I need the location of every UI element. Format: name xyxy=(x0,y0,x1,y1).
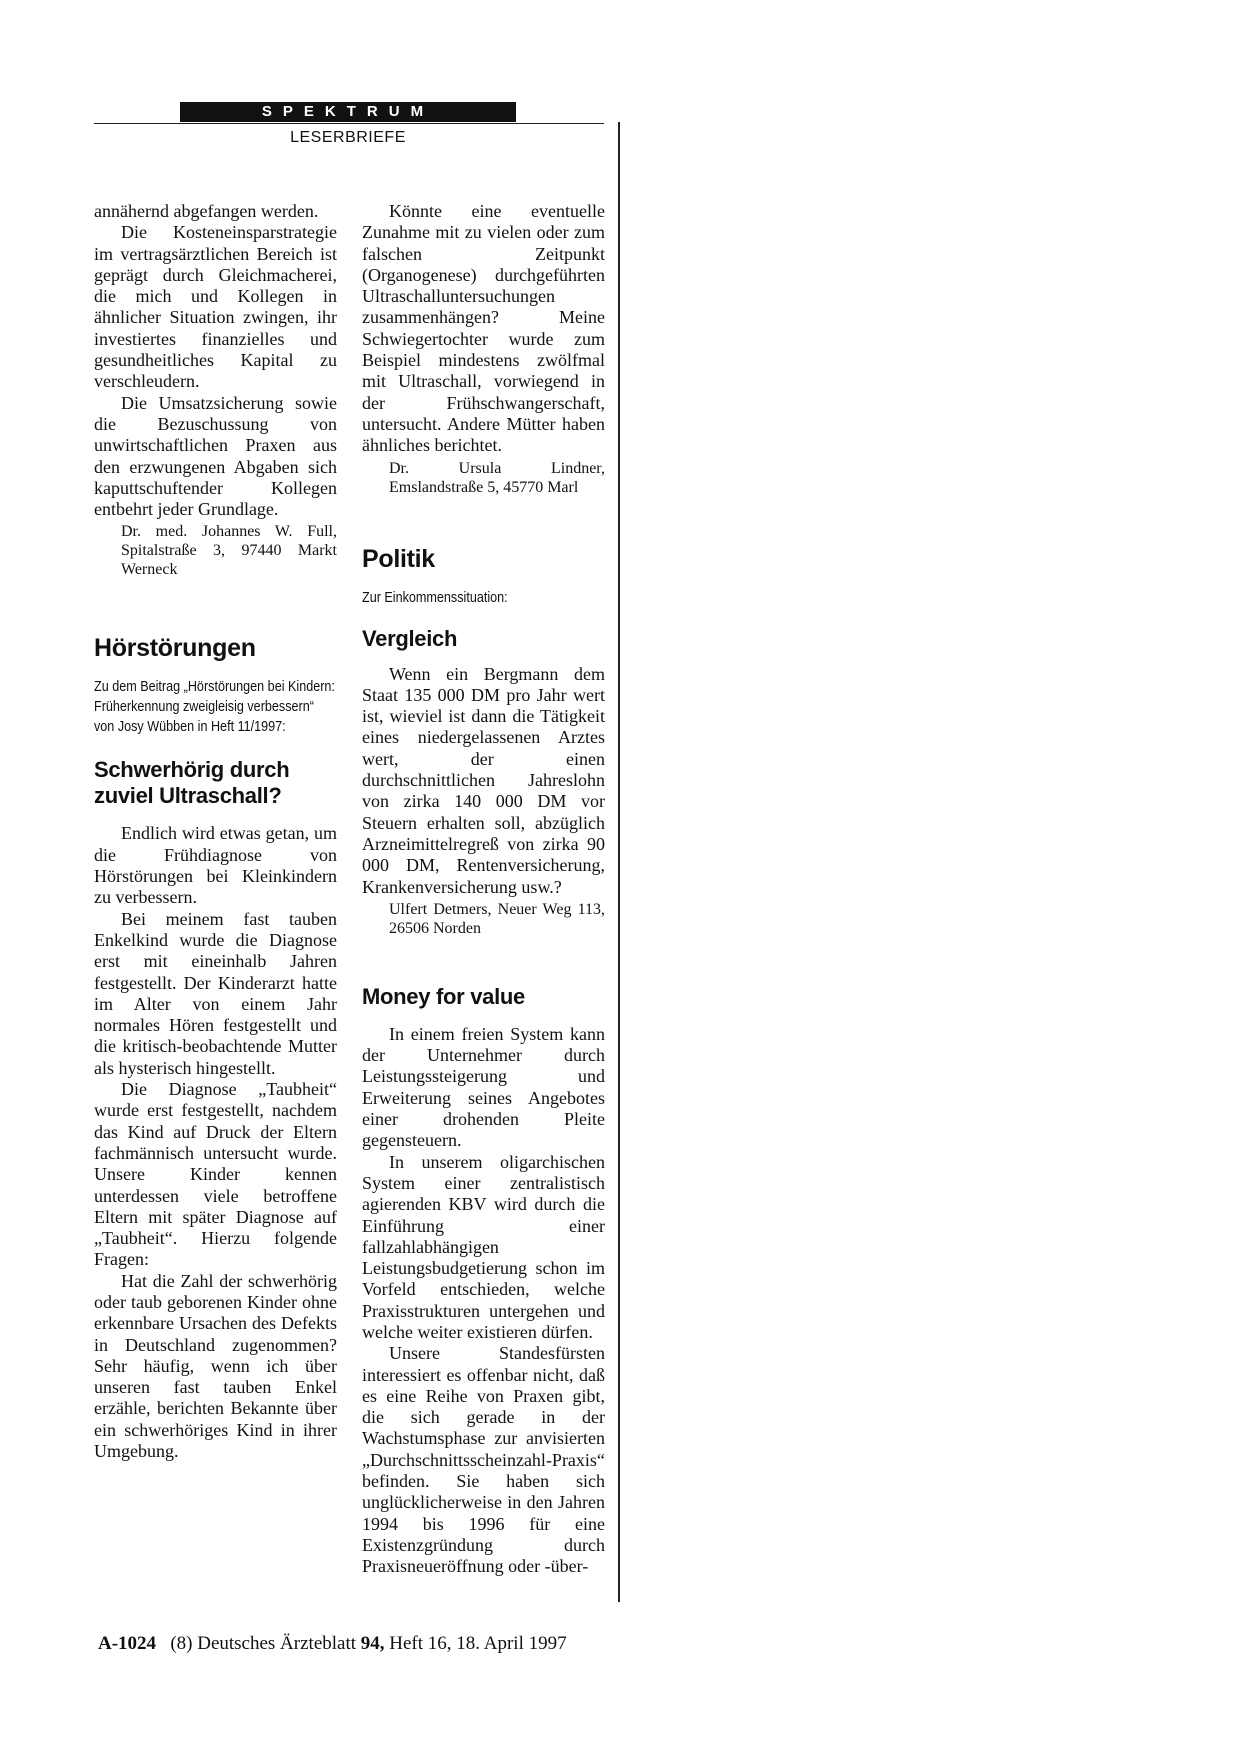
issue-info: Heft 16, 18. April 1997 xyxy=(389,1633,567,1654)
subsection-label: LESERBRIEFE xyxy=(290,129,406,146)
rubric-heading: Hörstörungen xyxy=(94,634,256,663)
letter-paragraph: In einem freien System kann der Unternehmer durch Leistungssteigerung und Erweiterung seines Angebotes einer drohenden Pleite gegensteuern. xyxy=(362,1023,605,1151)
article-reference: Zur Einkommenssituation: xyxy=(362,588,508,606)
letter-paragraph: Die Umsatzsicherung sowie die Bezuschussung von unwirtschaftlichen Praxen aus den erzwungenen Abgaben sich kaputtschuftender Kollegen entbehrt jeder Grundlage. xyxy=(94,392,337,520)
letter-paragraph: Endlich wird etwas getan, um die Frühdiagnose von Hörstörungen bei Kleinkindern zu verbessern. xyxy=(94,823,337,908)
section-banner: SPEKTRUM xyxy=(180,102,516,122)
letter-paragraph: Unsere Standesfürsten interessiert es offenbar nicht, daß es eine Reihe von Praxen gibt, die sich gerade in der Wachstumsphase zur anvisierten „Durchschnittsscheinzahl-Praxis“ befinden. Sie haben sich unglücklicherweise in den Jahren 1994 bis 1996 für eine Existenzgründung durch Praxisneueröffnung oder -über- xyxy=(362,1343,605,1577)
volume-number: 94, xyxy=(360,1633,385,1654)
letter-paragraph: In unserem oligarchischen System einer zentralistisch agierenden KBV wird durch die Einführung einer fallzahlabhängigen Leistungsbudgetierung schon im Vorfeld entschieden, welche Praxisstrukturen untergehen und welche weiter existieren dürfen. xyxy=(362,1151,605,1342)
letter-signature: Ulfert Detmers, Neuer Weg 113, 26506 Norden xyxy=(389,900,605,937)
letter-headline: Vergleich xyxy=(362,625,458,651)
article-reference: Zu dem Beitrag „Hörstörungen bei Kindern: Früherkennung zweigleisig verbessern“ von Josy Wübben in Heft 11/1997: xyxy=(94,678,335,736)
header-rule xyxy=(94,123,604,124)
page-footer xyxy=(98,1633,567,1655)
right-column xyxy=(362,201,605,1578)
letter-paragraph: Könnte eine eventuelle Zunahme mit zu vielen oder zum falschen Zeitpunkt (Organogenese) durchgeführten Ultraschalluntersuchungen zusammenhängen? Meine Schwiegertochter wurde zum Beispiel mindestens zwölfmal mit Ultraschall, vorwiegend in der Frühschwangerschaft, untersucht. Andere Mütter haben ähnliches berichtet. xyxy=(362,201,605,456)
letter-paragraph: Hat die Zahl der schwerhörig oder taub geborenen Kinder ohne erkennbare Ursachen des Defekts in Deutschland zugenommen? Sehr häufig, wenn ich über unseren fast tauben Enkel erzähle, berichten Bekannte über ein schwerhöriges Kind in ihrer Umgebung. xyxy=(94,1270,337,1462)
page-number: A-1024 xyxy=(98,1633,157,1654)
left-column xyxy=(94,201,337,1462)
rubric-heading: Politik xyxy=(362,544,435,573)
letter-paragraph: Die Diagnose „Taubheit“ wurde erst festgestellt, nachdem das Kind auf Druck der Eltern fachmännisch untersucht wurde. Unsere Kinder kennen unterdessen viele betroffene Eltern mit später Diagnose auf „Taubheit“. Hierzu folgende Fragen: xyxy=(94,1079,337,1270)
letter-signature: Dr. Ursula Lindner, Emslandstraße 5, 45770 Marl xyxy=(389,459,605,496)
letter-headline: Money for value xyxy=(362,983,525,1009)
letter-paragraph: Die Kosteneinsparstrategie im vertragsärztlichen Bereich ist geprägt durch Gleichmacherei, die mich und Kollegen in ähnlicher Situation zwingen, ihr investiertes finanzielles und gesundheitliches Kapital zu verschleudern. xyxy=(94,222,337,392)
local-page-number: (8) xyxy=(170,1633,193,1654)
letter-signature: Dr. med. Johannes W. Full, Spitalstraße 3, 97440 Markt Werneck xyxy=(121,523,337,579)
column-rule xyxy=(618,122,620,1602)
letter-paragraph: annähernd abgefangen werden. xyxy=(94,201,319,221)
journal-name: Deutsches Ärzteblatt xyxy=(197,1633,357,1654)
letter-paragraph: Wenn ein Bergmann dem Staat 135 000 DM pro Jahr wert ist, wieviel ist dann die Tätigkeit eines niedergelassenen Arztes wert, der einen durchschnittlichen Jahreslohn von zirka 140 000 DM vor Steuern erhalten soll, abzüglich Arzneimittelregreß von zirka 90 000 DM, Rentenversicherung, Krankenversicherung usw.? xyxy=(362,663,605,897)
letter-headline: Schwerhörig durch zuviel Ultraschall? xyxy=(94,757,290,809)
letter-paragraph: Bei meinem fast tauben Enkelkind wurde die Diagnose erst mit eineinhalb Jahren festgestellt. Der Kinderarzt hatte im Alter von einem Jahr normales Hören festgestellt und die kritisch-beobachtende Mutter als hysterisch hingestellt. xyxy=(94,908,337,1078)
